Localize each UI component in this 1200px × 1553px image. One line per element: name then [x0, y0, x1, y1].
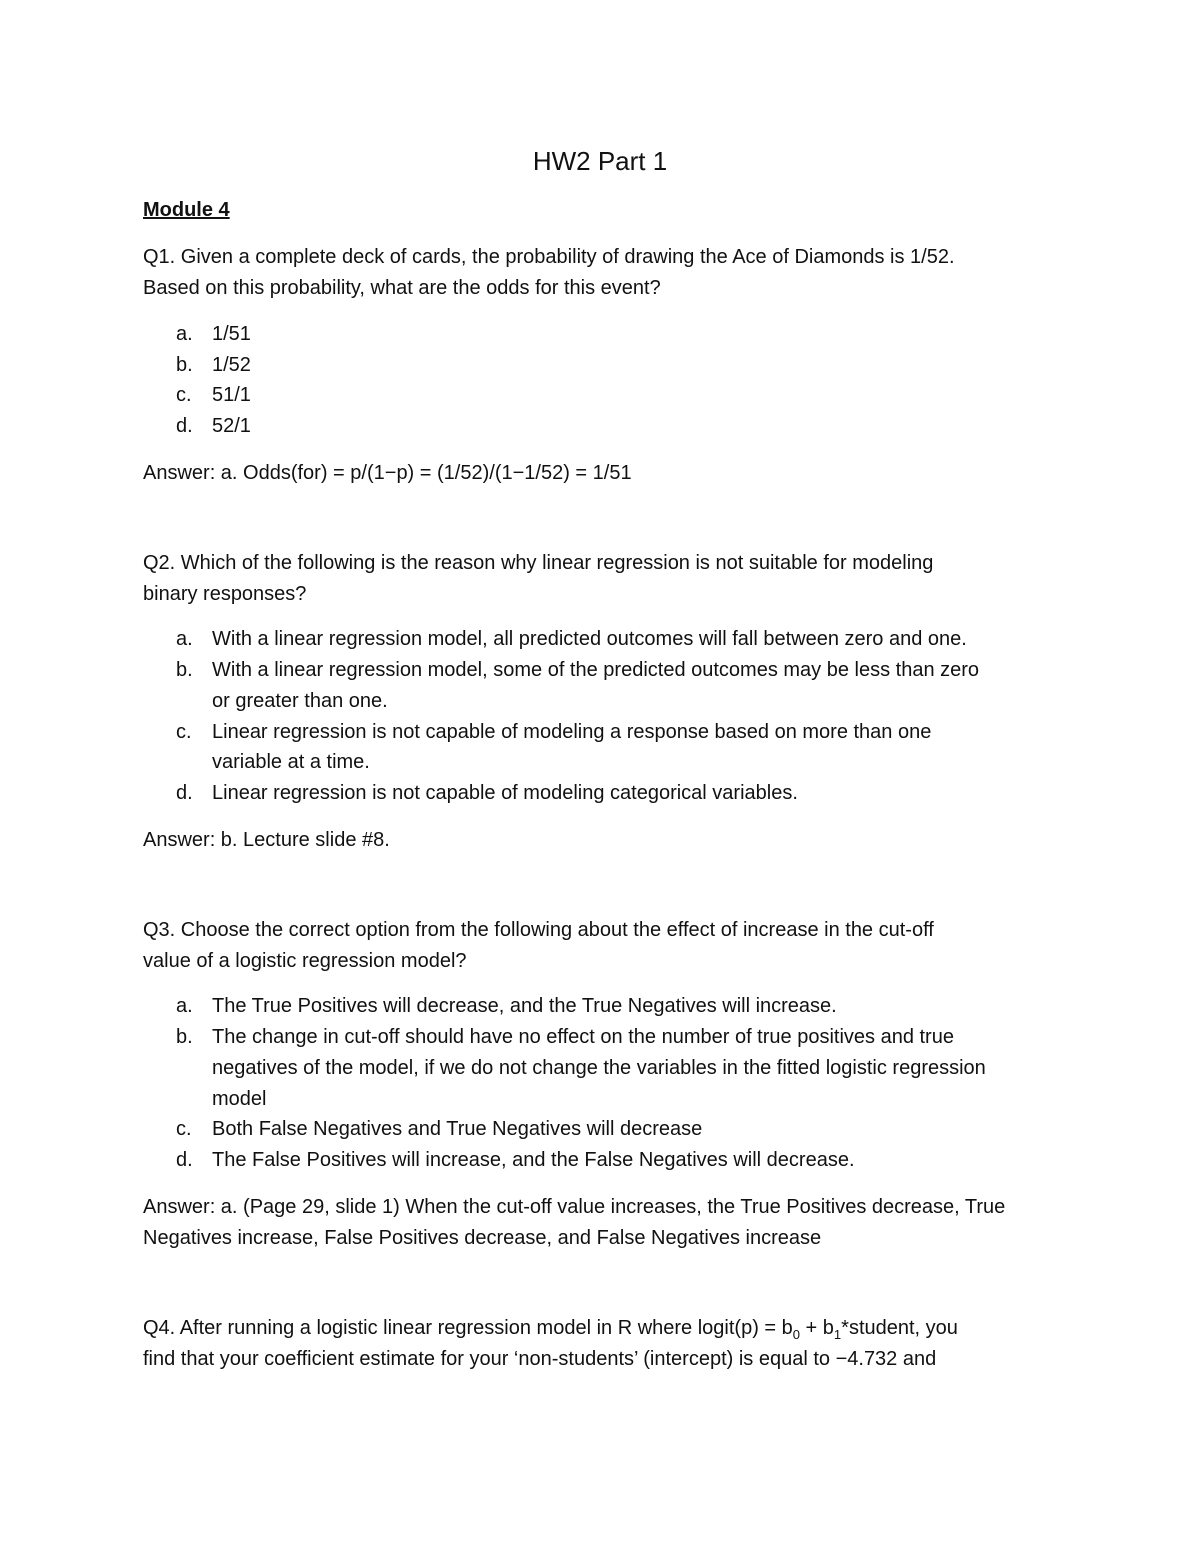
document-title: HW2 Part 1	[532, 146, 668, 176]
q2-question-line-2: binary responses?	[143, 583, 307, 605]
q4-question-line-2: find that your coefficient estimate for your ‘non-students’ (intercept) is equal to −4.732 and	[143, 1348, 937, 1370]
q1-question-line-1: Q1. Given a complete deck of cards, the probability of drawing the Ace of Diamonds is 1/52.	[143, 246, 955, 268]
q1-option-c-letter: c.	[176, 384, 192, 406]
q2-option-c-letter: c.	[176, 721, 192, 743]
q2-option-a-letter: a.	[176, 628, 193, 650]
q2-option-a-text: With a linear regression model, all predicted outcomes will fall between zero and one.	[212, 628, 967, 650]
q3-question-line-2: value of a logistic regression model?	[143, 950, 467, 972]
q4-line1-pre: Q4. After running a logistic linear regression model in R where logit(p) = b	[143, 1317, 793, 1339]
q4-sub-1: 1	[833, 1327, 842, 1342]
q2-question-line-1: Q2. Which of the following is the reason why linear regression is not suitable for modeling	[143, 552, 934, 574]
q1-answer: Answer: a. Odds(for) = p/(1−p) = (1/52)/(1−1/52) = 1/51	[143, 462, 632, 484]
q4-sub-0: 0	[792, 1327, 800, 1342]
q1-question-line-2: Based on this probability, what are the odds for this event?	[143, 277, 661, 299]
q1-option-b-text: 1/52	[212, 354, 251, 376]
q1-option-a-text: 1/51	[212, 323, 251, 345]
q3-option-b-letter: b.	[176, 1026, 193, 1048]
q2-answer: Answer: b. Lecture slide #8.	[143, 829, 390, 851]
q1-option-d-letter: d.	[176, 415, 193, 437]
q3-option-b-text-line-1: The change in cut-off should have no effect on the number of true positives and true	[212, 1026, 954, 1048]
q3-option-d-text: The False Positives will increase, and the False Negatives will decrease.	[212, 1149, 855, 1171]
q3-question-line-1: Q3. Choose the correct option from the following about the effect of increase in the cut-off	[143, 919, 934, 941]
q1-option-c-text: 51/1	[212, 384, 251, 406]
q4-line1-post: *student, you	[841, 1317, 958, 1339]
q2-option-b-text-line-2: or greater than one.	[212, 690, 388, 712]
q4-question-line-1	[143, 1316, 958, 1340]
q2-option-b-letter: b.	[176, 659, 193, 681]
q3-option-a-text: The True Positives will decrease, and the True Negatives will increase.	[212, 995, 837, 1017]
q1-option-b-letter: b.	[176, 354, 193, 376]
q2-option-c-text-line-1: Linear regression is not capable of modeling a response based on more than one	[212, 721, 932, 743]
q2-option-b-text-line-1: With a linear regression model, some of the predicted outcomes may be less than zero	[212, 659, 980, 681]
q1-option-a-letter: a.	[176, 323, 193, 345]
module-heading: Module 4	[143, 199, 230, 221]
q3-option-d-letter: d.	[176, 1149, 193, 1171]
q4-line1-mid: + b	[800, 1317, 834, 1339]
q1-option-d-text: 52/1	[212, 415, 251, 437]
q3-option-c-text: Both False Negatives and True Negatives will decrease	[212, 1118, 703, 1140]
q3-option-b-text-line-2: negatives of the model, if we do not change the variables in the fitted logistic regression	[212, 1057, 986, 1079]
q3-answer-line-1: Answer: a. (Page 29, slide 1) When the cut-off value increases, the True Positives decrease, True	[143, 1196, 1006, 1218]
q3-option-a-letter: a.	[176, 995, 193, 1017]
q2-option-c-text-line-2: variable at a time.	[212, 751, 370, 773]
q2-option-d-letter: d.	[176, 782, 193, 804]
q3-option-b-text-line-3: model	[212, 1088, 267, 1110]
q2-option-d-text: Linear regression is not capable of modeling categorical variables.	[212, 782, 798, 804]
q3-answer-line-2: Negatives increase, False Positives decrease, and False Negatives increase	[143, 1227, 822, 1249]
q3-option-c-letter: c.	[176, 1118, 192, 1140]
